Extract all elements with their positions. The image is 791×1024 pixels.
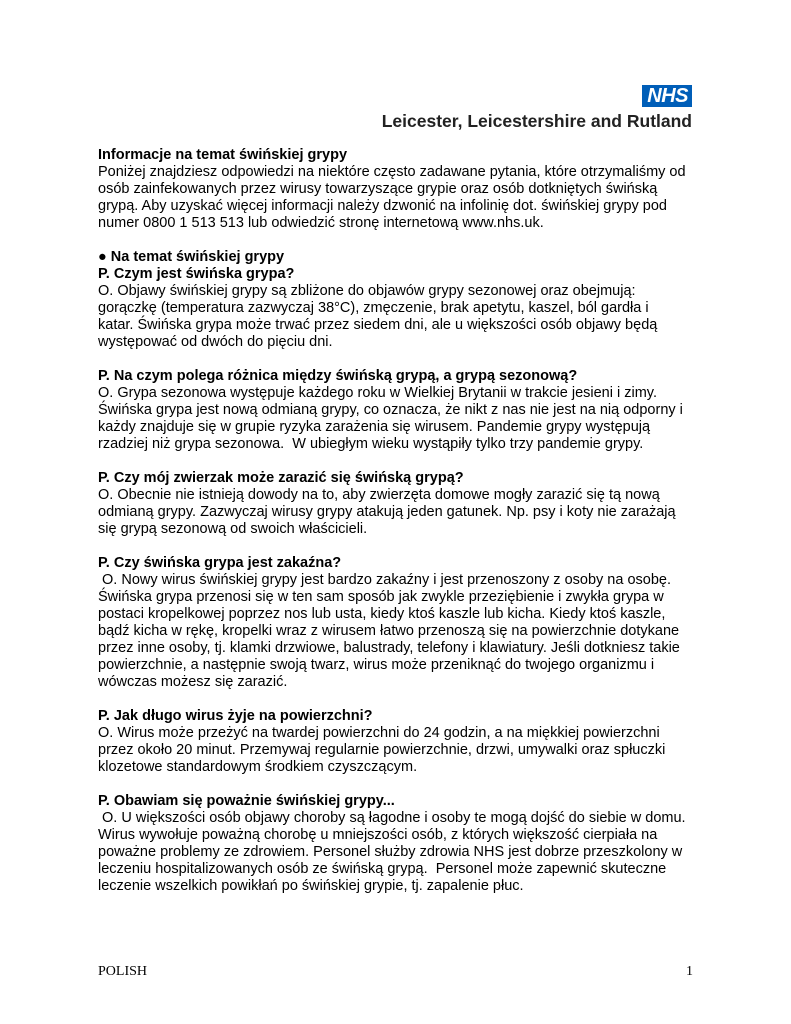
- answer-line: postaci kropelkowej poprzez nos lub usta, kiedy ktoś kaszle lub kicha. Kiedy ktoś kaszle,: [98, 606, 666, 622]
- answer-line: O. Nowy wirus świńskiej grypy jest bardzo zakaźny i jest przenoszony z osoby na osobę.: [98, 572, 672, 588]
- page-header: [382, 85, 692, 132]
- question: P. Obawiam się poważnie świńskiej grypy...: [98, 793, 395, 809]
- answer-line: powierzchnie, a następnie swoją twarz, wirus może przeniknąć do twojego organizmu i: [98, 657, 655, 673]
- nhs-logo: NHS: [642, 85, 692, 107]
- answer-line: gorączkę (temperatura zazwyczaj 38°C), zmęczenie, brak apetytu, kaszel, ból gardła i: [98, 300, 649, 316]
- intro-line: Poniżej znajdziesz odpowiedzi na niektóre często zadawane pytania, które otrzymaliśmy od: [98, 164, 686, 180]
- answer-line: Świńska grypa przenosi się w ten sam sposób jak zwykle przeziębienie i zwykła grypa w: [98, 589, 664, 605]
- answer-line: O. Obecnie nie istnieją dowody na to, aby zwierzęta domowe mogły zarazić się tą nową: [98, 487, 660, 503]
- answer-line: poważne problemy ze zdrowiem. Personel służby zdrowia NHS jest dobrze przeszkolony w: [98, 844, 683, 860]
- intro-line: osób zainfekowanych przez wirusy towarzyszące grypie oraz osób dotkniętych świńską: [98, 181, 658, 197]
- answer-line: odmianą grypy. Zazwyczaj wirusy grypy atakują jeden gatunek. Np. psy i koty nie zarażają: [98, 504, 676, 520]
- intro-line: numer 0800 1 513 513 lub odwiedzić stronę internetową www.nhs.uk.: [98, 215, 544, 231]
- answer-line: leczenie wszelkich powikłań po świńskiej grypie, tj. zapalenie płuc.: [98, 878, 524, 894]
- question: P. Na czym polega różnica między świńską grypą, a grypą sezonową?: [98, 368, 578, 384]
- answer-line: katar. Świńska grypa może trwać przez siedem dni, ale u większości osób objawy będą: [98, 317, 658, 333]
- document-body: [98, 147, 698, 895]
- answer-line: O. U większości osób objawy choroby są łagodne i osoby te mogą dojść do siebie w domu.: [98, 810, 686, 826]
- answer-line: O. Objawy świńskiej grypy są zbliżone do objawów grypy sezonowej oraz obejmują:: [98, 283, 636, 299]
- answer-line: Świńska grypa jest nową odmianą grypy, co oznacza, że nikt z nas nie jest na nią odporny i: [98, 402, 683, 418]
- answer-line: rzadziej niż grypa sezonowa. W ubiegłym wieku wystąpiły tylko trzy pandemie grypy.: [98, 436, 644, 452]
- answer-line: leczeniu hospitalizowanych osób ze świńską grypą. Personel może zapewnić skuteczne: [98, 861, 667, 877]
- answer-line: O. Grypa sezonowa występuje każdego roku w Wielkiej Brytanii w trakcie jesieni i zimy.: [98, 385, 657, 401]
- question: P. Czym jest świńska grypa?: [98, 266, 295, 282]
- answer-line: Wirus wywołuje poważną chorobę u mniejszości osób, z których większość cierpiała na: [98, 827, 658, 843]
- answer-line: występować od dwóch do pięciu dni.: [98, 334, 333, 350]
- answer-line: się grypą sezonową od swoich właścicieli.: [98, 521, 368, 537]
- page-number: 1: [686, 964, 693, 979]
- question: P. Czy świńska grypa jest zakaźna?: [98, 555, 342, 571]
- question: P. Czy mój zwierzak może zarazić się świńską grypą?: [98, 470, 464, 486]
- intro-line: grypą. Aby uzyskać więcej informacji należy dzwonić na infolinię dot. świńskiej grypy pod: [98, 198, 667, 214]
- answer-line: klozetowe standardowym środkiem czyszczącym.: [98, 759, 418, 775]
- answer-line: każdy znajduje się w grupie ryzyka zarażenia się wirusem. Pandemie grypy występują: [98, 419, 651, 435]
- answer-line: przez około 20 minut. Przemywaj regularnie powierzchnie, drzwi, umywalki oraz spłuczki: [98, 742, 666, 758]
- document-title: Informacje na temat świńskiej grypy: [98, 147, 348, 163]
- answer-line: wówczas możesz się zarazić.: [98, 674, 288, 690]
- organisation-name: Leicester, Leicestershire and Rutland: [381, 111, 692, 131]
- answer-line: bądź kicha w rękę, kropelki wraz z wirusem łatwo przenoszą się na powierzchnie dotykane: [98, 623, 680, 639]
- section-heading: ● Na temat świńskiej grypy: [98, 249, 285, 265]
- answer-line: O. Wirus może przeżyć na twardej powierzchni do 24 godzin, a na miękkiej powierzchni: [98, 725, 660, 741]
- question: P. Jak długo wirus żyje na powierzchni?: [98, 708, 373, 724]
- footer-language: POLISH: [98, 964, 148, 979]
- answer-line: przez inne osoby, tj. klamki drzwiowe, balustrady, telefony i klawiatury. Jeśli dotkniesz takie: [98, 640, 680, 656]
